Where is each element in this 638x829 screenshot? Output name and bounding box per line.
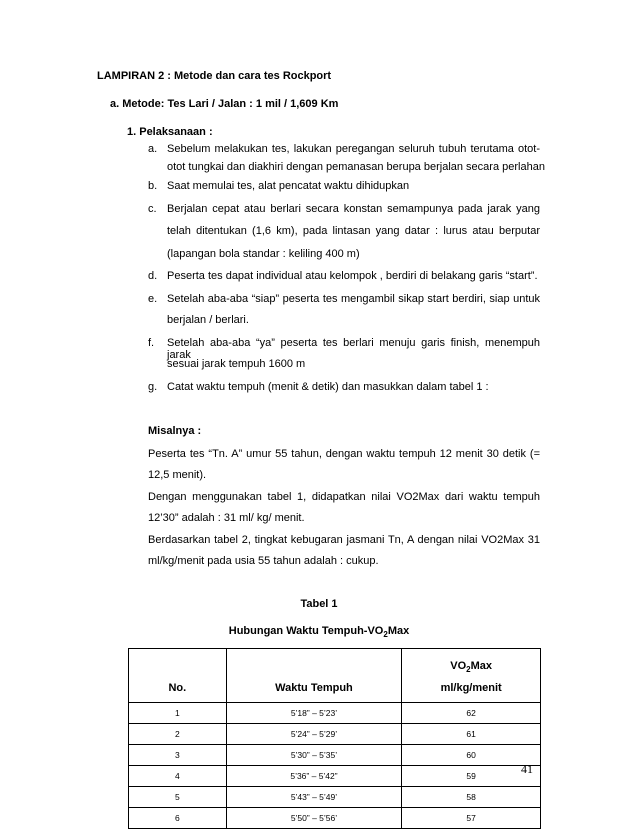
step-line: Peserta tes dapat individual atau kelompok , berdiri di belakang garis “start”.	[167, 270, 538, 282]
table-row	[129, 724, 541, 745]
step-line: Catat waktu tempuh (menit & detik) dan masukkan dalam tabel 1 :	[167, 381, 489, 393]
step-letter: e.	[148, 293, 158, 305]
cell-vo2: 62	[402, 703, 541, 724]
table-row	[129, 787, 541, 808]
example-line: Dengan menggunakan tabel 1, didapatkan nilai VO2Max dari waktu tempuh	[148, 491, 540, 503]
cell-waktu: 5’43” – 5’49’	[226, 787, 402, 808]
step-line: (lapangan bola standar : keliling 400 m)	[167, 248, 360, 260]
table-title: Hubungan Waktu Tempuh-$VO_2Max$	[228, 625, 410, 640]
page-number: 41	[521, 762, 533, 776]
header-waktu-tempuh: Waktu Tempuh	[226, 649, 402, 703]
step-letter: f.	[148, 337, 155, 349]
step-line: otot tungkai dan diakhiri dengan pemanasan berupa berjalan secara perlahan	[167, 161, 545, 173]
example-line: ml/kg/menit pada usia 55 tahun adalah : cukup.	[148, 555, 379, 567]
cell-vo2: 61	[402, 724, 541, 745]
vo2max-table	[128, 648, 541, 829]
cell-waktu: 5’50” – 5’56’	[226, 808, 402, 829]
example-line: 12’30” adalah : 31 ml/ kg/ menit.	[148, 512, 305, 524]
step-line: Sebelum melakukan tes, lakukan peregangan seluruh tubuh terutama otot-	[167, 143, 540, 155]
example-line: Berdasarkan tabel 2, tingkat kebugaran jasmani Tn, A dengan nilai VO2Max 31	[148, 534, 540, 546]
step-line: Setelah aba-aba “siap” peserta tes mengambil sikap start berdiri, siap untuk	[167, 293, 540, 305]
table-row	[129, 808, 541, 829]
table-row	[129, 703, 541, 724]
table-caption: Tabel 1	[300, 598, 338, 610]
table-row	[129, 745, 541, 766]
cell-vo2: 58	[402, 787, 541, 808]
step-line: Saat memulai tes, alat pencatat waktu dihidupkan	[167, 180, 410, 192]
table-header-row	[129, 649, 541, 703]
step-letter: a.	[148, 143, 158, 155]
cell-waktu: 5’18” – 5’23’	[226, 703, 402, 724]
step-line: sesuai jarak tempuh 1600 m	[167, 358, 306, 370]
cell-no: 1	[129, 703, 227, 724]
cell-no: 4	[129, 766, 227, 787]
step-letter: g.	[148, 381, 158, 393]
table-row	[129, 766, 541, 787]
step-letter: d.	[148, 270, 158, 282]
step-letter: b.	[148, 180, 158, 192]
appendix-heading: LAMPIRAN 2 : Metode dan cara tes Rockport	[97, 70, 332, 82]
cell-no: 2	[129, 724, 227, 745]
cell-waktu: 5’24” – 5’29’	[226, 724, 402, 745]
step-line: telah ditentukan (1,6 km), pada lintasan yang datar : lurus atau berputar	[167, 225, 540, 237]
example-heading: Misalnya :	[148, 425, 202, 437]
step-line: berjalan / berlari.	[167, 314, 249, 326]
step-line: Berjalan cepat atau berlari secara konstan semampunya pada jarak yang	[167, 203, 540, 215]
cell-no: 3	[129, 745, 227, 766]
cell-no: 6	[129, 808, 227, 829]
example-line: Peserta tes “Tn. A” umur 55 tahun, dengan waktu tempuh 12 menit 30 detik (=	[148, 448, 540, 460]
cell-vo2: 59	[402, 766, 541, 787]
cell-vo2: 57	[402, 808, 541, 829]
header-no: No.	[129, 649, 227, 703]
example-line: 12,5 menit).	[148, 469, 207, 481]
method-heading: a. Metode: Tes Lari / Jalan : 1 mil / 1,609 Km	[110, 98, 339, 110]
cell-waktu: 5’30” – 5’35’	[226, 745, 402, 766]
step-line: Setelah aba-aba “ya” peserta tes berlari menuju garis finish, menempuh jarak	[167, 337, 540, 361]
procedure-heading: 1. Pelaksanaan :	[127, 126, 213, 138]
cell-waktu: 5’36” – 5’42”	[226, 766, 402, 787]
header-vo2max: $VO_2Max$ ml/kg/menit	[402, 649, 541, 703]
step-letter: c.	[148, 203, 157, 215]
cell-vo2: 60	[402, 745, 541, 766]
cell-no: 5	[129, 787, 227, 808]
